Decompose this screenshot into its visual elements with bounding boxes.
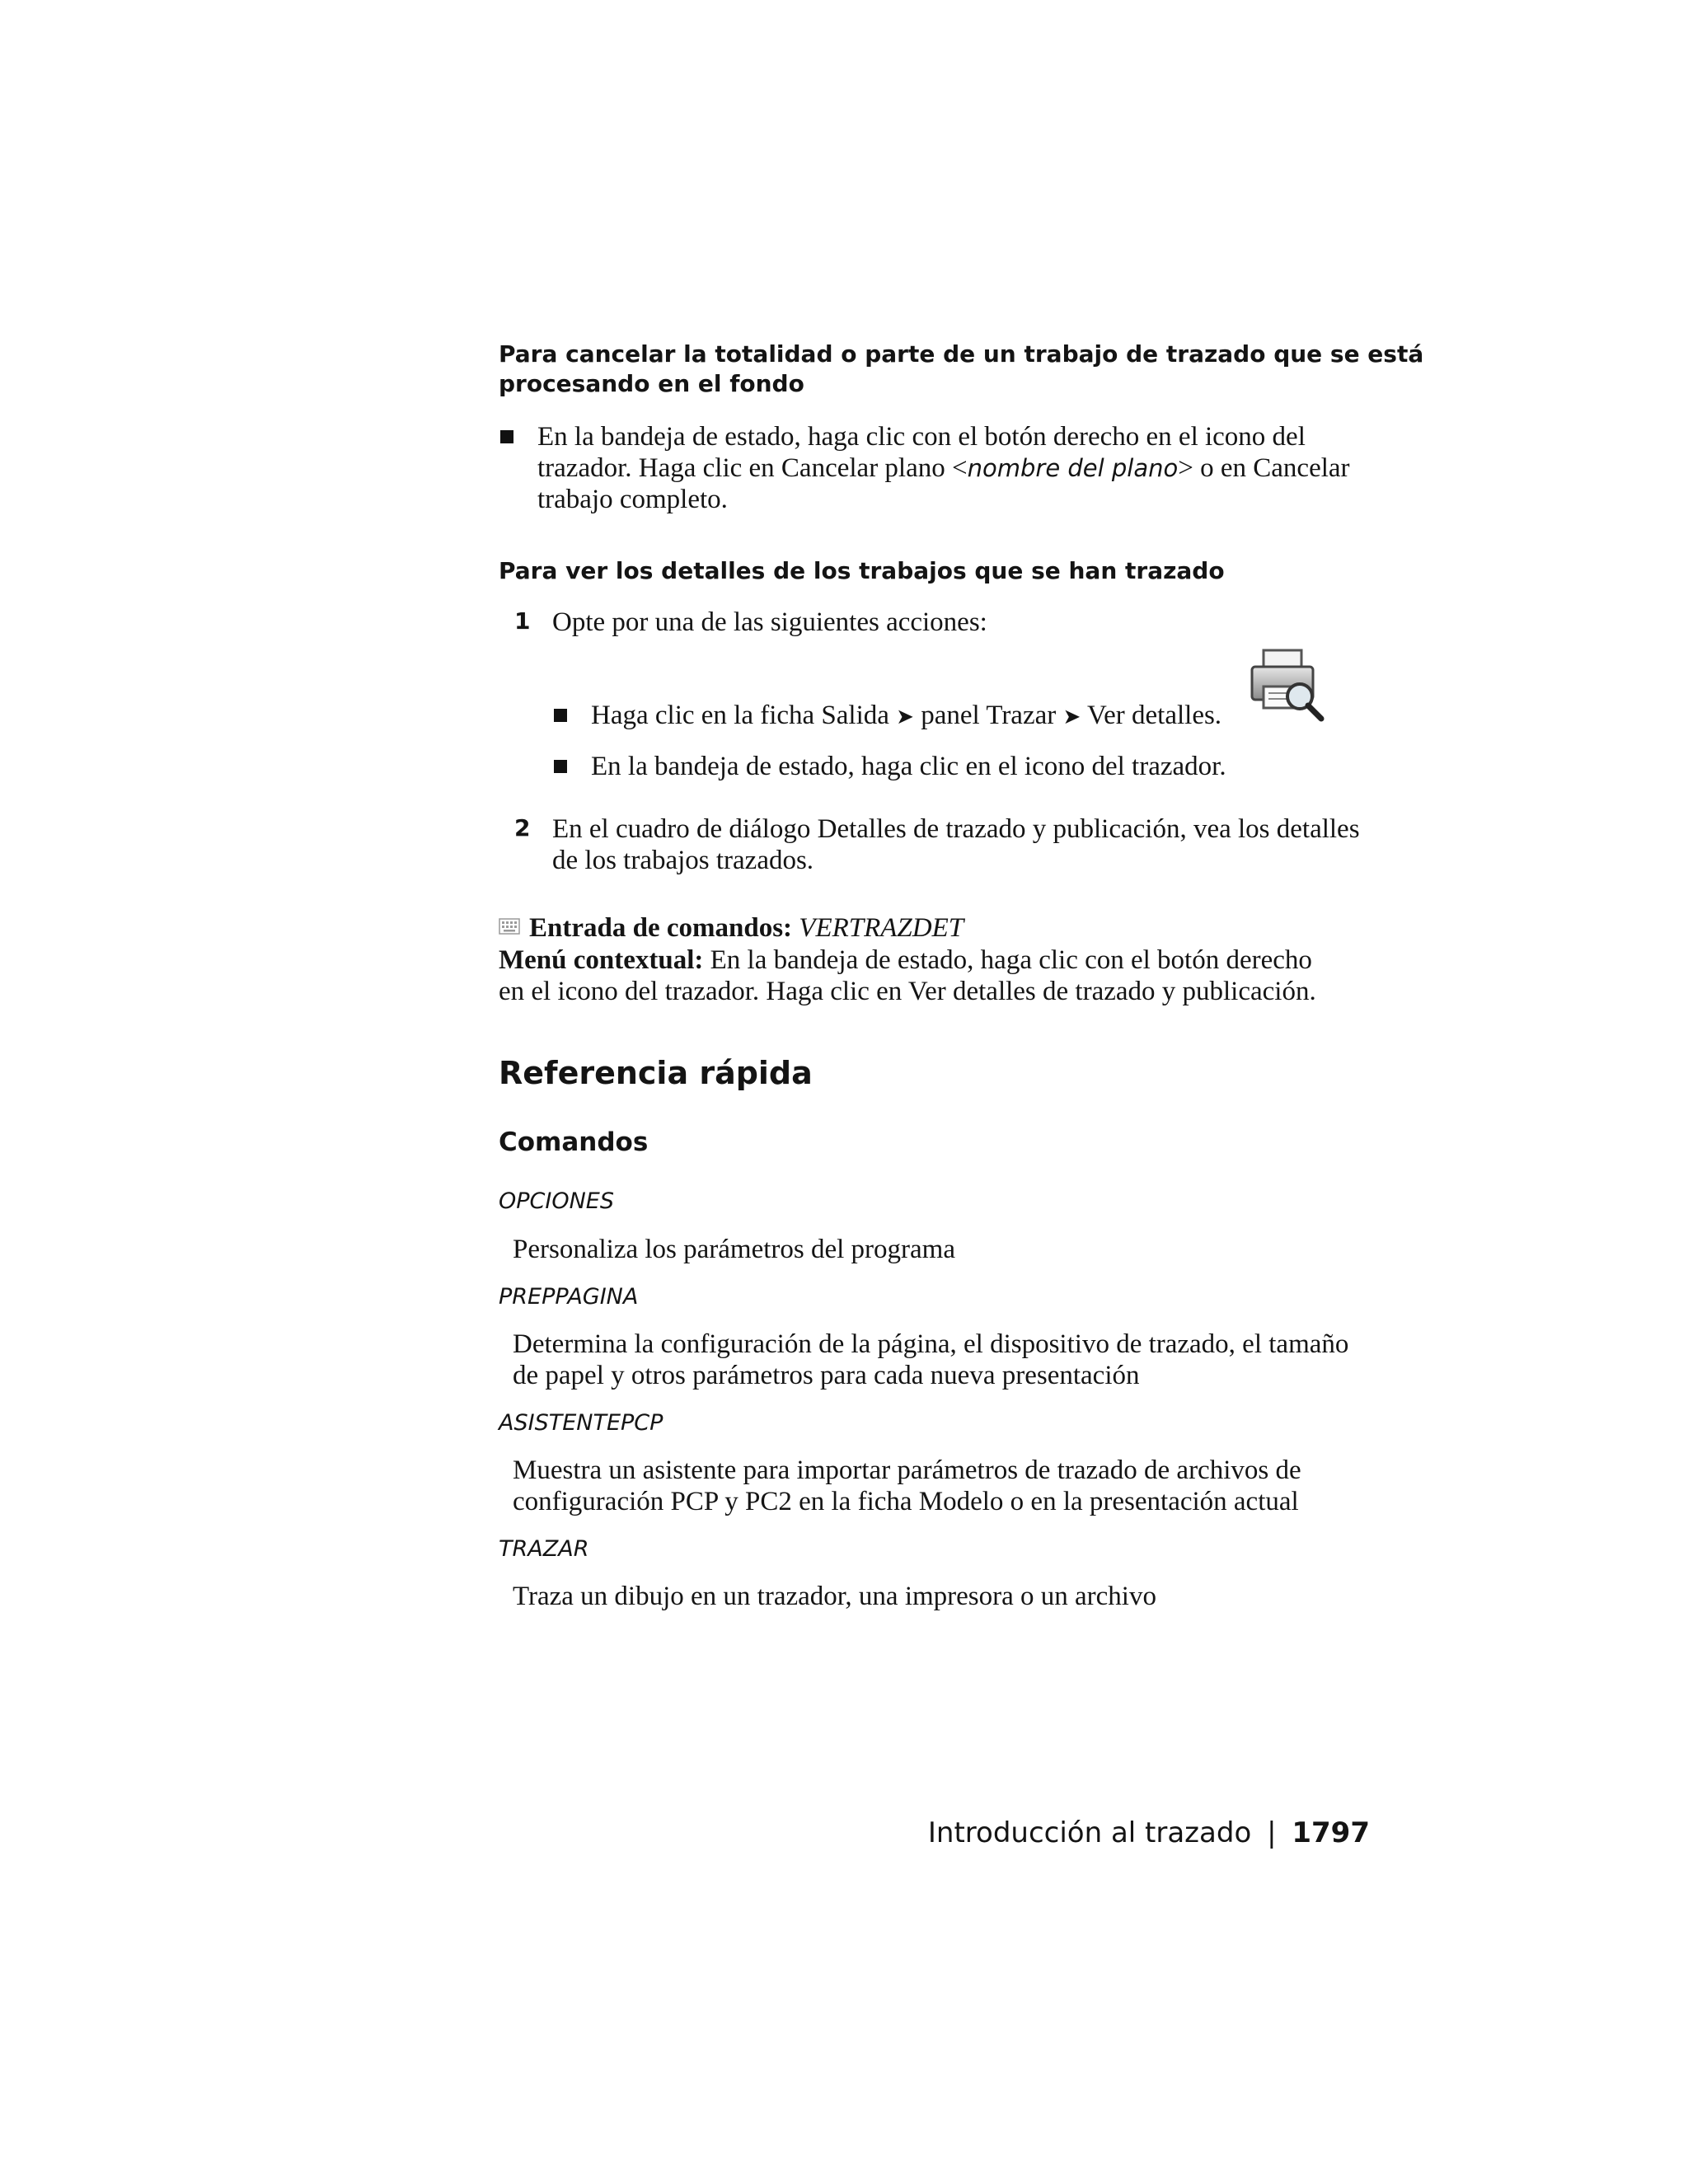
procedure-heading-view: Para ver los detalles de los trabajos que se han trazado: [499, 557, 1225, 584]
italic-placeholder: nombre del plano: [967, 454, 1179, 482]
text-segment: Haga clic en la ficha Salida: [591, 701, 889, 730]
bullet-square-icon: [554, 709, 567, 722]
text-line: de los trabajos trazados.: [552, 846, 814, 875]
command-entry-value: VERTRAZDET: [799, 913, 964, 943]
text-line: Muestra un asistente para importar parámetros de trazado de archivos de: [513, 1455, 1301, 1485]
keyboard-icon: [499, 918, 520, 935]
text-line: [537, 452, 1395, 484]
text-line: En el cuadro de diálogo Detalles de trazado y publicación, vea los detalles: [552, 814, 1360, 844]
text-segment: trazador. Haga clic en Cancelar plano <: [537, 453, 968, 483]
bullet-square-icon: [554, 760, 567, 773]
subsection-title: Comandos: [499, 1127, 649, 1157]
arrow-right-icon: ➤: [1062, 705, 1081, 729]
step-text: [552, 813, 1409, 876]
arrow-right-icon: ➤: [896, 705, 914, 729]
procedure-heading-cancel: [499, 340, 1423, 399]
command-description: Personaliza los parámetros del programa: [513, 1235, 955, 1264]
command-entry-label: Entrada de comandos:: [529, 913, 793, 943]
footer-section-title: Introducción al trazado: [927, 1816, 1252, 1849]
step-number: 2: [514, 814, 531, 841]
bullet-square-icon: [500, 430, 513, 443]
command-name: ASISTENTEPCP: [499, 1410, 663, 1436]
command-name: OPCIONES: [499, 1188, 614, 1214]
text-line: trabajo completo.: [537, 485, 728, 514]
command-description: [513, 1329, 1419, 1391]
text-segment: panel Trazar: [921, 701, 1057, 730]
command-description: Traza un dibujo en un trazador, una impresora o un archivo: [513, 1582, 1156, 1611]
text-line: [499, 944, 1414, 976]
shortcut-menu-entry: [499, 944, 1414, 1007]
command-entry: [529, 912, 964, 944]
section-title: Referencia rápida: [499, 1055, 813, 1091]
page-footer: [928, 1816, 1370, 1849]
command-name: PREPPAGINA: [499, 1284, 639, 1310]
shortcut-menu-label: Menú contextual:: [499, 945, 704, 975]
bullet-cancel-text: [537, 421, 1395, 515]
substep-tray-text: En la bandeja de estado, haga clic en el icono del trazador.: [591, 752, 1226, 781]
text-line: En la bandeja de estado, haga clic con el botón derecho en el icono del: [537, 422, 1306, 452]
text-line: configuración PCP y PC2 en la ficha Modelo o en la presentación actual: [513, 1487, 1299, 1516]
step-number: 1: [514, 607, 531, 635]
text-line: en el icono del trazador. Haga clic en Ver detalles de trazado y publicación.: [499, 977, 1316, 1006]
text-line: Determina la configuración de la página, el dispositivo de trazado, el tamaño: [513, 1329, 1349, 1359]
command-name: TRAZAR: [499, 1536, 589, 1562]
heading-line: Para cancelar la totalidad o parte de un trabajo de trazado que se está: [499, 340, 1424, 368]
plot-details-icon: [1249, 647, 1328, 723]
step-text: Opte por una de las siguientes acciones:: [552, 607, 987, 637]
substep-ribbon-path: [591, 700, 1221, 733]
text-line: de papel y otros parámetros para cada nueva presentación: [513, 1361, 1140, 1390]
text-segment: En la bandeja de estado, haga clic con el botón derecho: [710, 945, 1312, 975]
text-segment: > o en Cancelar: [1178, 453, 1350, 483]
page-number: 1797: [1292, 1816, 1370, 1849]
heading-line: procesando en el fondo: [499, 370, 804, 397]
command-description: [513, 1455, 1419, 1517]
text-segment: Ver detalles.: [1086, 701, 1222, 730]
footer-separator: |: [1267, 1816, 1277, 1849]
